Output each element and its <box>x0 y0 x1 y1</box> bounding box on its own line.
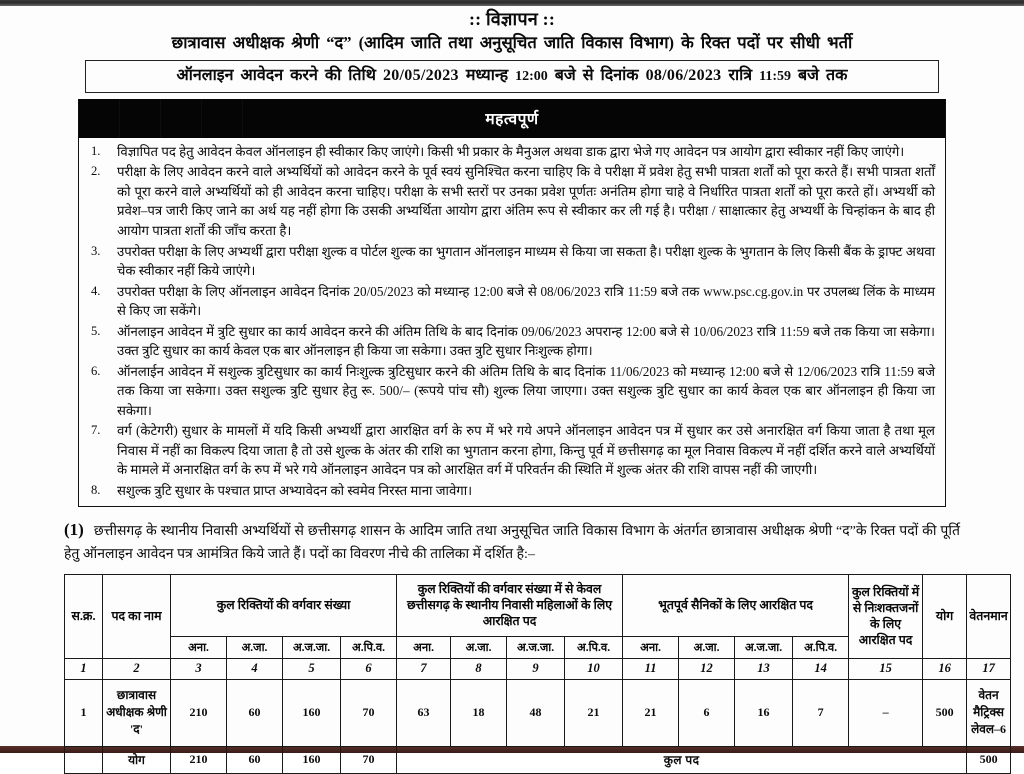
th-cat-ex-3: अ.पि.व. <box>793 636 849 658</box>
footer-total-0: 210 <box>171 746 227 773</box>
cell-sno: 1 <box>65 679 103 746</box>
th-group-total: कुल रिक्तियों की वर्गवार संख्या <box>171 574 397 636</box>
th-payscale: वेतनमान <box>967 574 1011 658</box>
th-disabled: कुल रिक्तियों में से निःशक्तजनों के लिए आरक्षित पद <box>849 574 923 658</box>
application-date-box <box>85 60 939 93</box>
section-1-paragraph <box>64 516 960 566</box>
start-label: मध्यान्ह <box>465 67 509 85</box>
colnum: 4 <box>227 658 283 679</box>
notice-list <box>79 138 945 507</box>
end-date: 08/06/2023 <box>645 67 722 85</box>
important-notice-block <box>78 99 946 508</box>
footer-sum: 500 <box>967 746 1011 773</box>
notice-item: उपरोक्त परीक्षा के लिए अभ्यर्थी द्वारा परीक्षा शुल्क व पोर्टल शुल्क का भुगतान ऑनलाइन माध्यम से किया जा सकता है। परीक्षा शुल्क के भुगतान के लिए किसी बैंक के ड्राफ्ट अथवा चेक स्वीकार नहीं किये जाएंगे। <box>117 243 935 279</box>
th-cat-ex-0: अना. <box>623 636 679 658</box>
date-box-mid: बजे से दिनांक <box>554 67 639 85</box>
th-cat-women-2: अ.ज.जा. <box>507 636 565 658</box>
cell-total-3: 70 <box>341 679 397 746</box>
cell-ex-3: 7 <box>793 679 849 746</box>
table-column-number-row <box>65 658 1011 679</box>
notice-item: ऑनलाइन आवेदन में त्रुटि सुधार का कार्य आवेदन करने की अंतिम तिथि के बाद दिनांक 09/06/2023 अपरान्ह 12:00 बजे से 10/06/2023 रात्रि 11:59 बजे तक किया जा सकेगा। उक्त त्रुटि सुधार का कार्य केवल एक बार ऑनलाइन ही किया जा सकेगा। उक्त त्रुटि सुधार निःशुल्क होगा। <box>117 323 935 359</box>
document-inner <box>0 9 1024 768</box>
th-group-women: कुल रिक्तियों की वर्गवार संख्या में से केवल छत्तीसगढ़ के स्थानीय निवासी महिलाओं के लिए आरक्षित पद <box>397 574 623 636</box>
colnum: 12 <box>679 658 735 679</box>
notice-item: सशुल्क त्रुटि सुधार के पश्चात प्राप्त अभ्यावेदन को स्वमेव निरस्त माना जावेगा। <box>117 482 473 498</box>
colnum: 10 <box>565 658 623 679</box>
section-1-text: छत्तीसगढ़ के स्थानीय निवासी अभ्यर्थियों से छत्तीसगढ़ शासन के आदिम जाति तथा अनुसूचित जाति विकास विभाग के अंतर्गत छात्रावास अधीक्षक श्रेणी “द”के रिक्त पदों की पूर्ति हेतु ऑनलाइन आवेदन पत्र आमंत्रित किये जाते हैं। पदों का विवरण नीचे की तालिका में दर्शित है:– <box>64 524 960 563</box>
cell-women-3: 21 <box>565 679 623 746</box>
th-cat-ex-1: अ.जा. <box>679 636 735 658</box>
th-cat-total-3: अ.पि.व. <box>341 636 397 658</box>
date-box-prefix: ऑनलाइन आवेदन करने की तिथि <box>176 67 376 85</box>
cell-total-1: 60 <box>227 679 283 746</box>
colnum: 11 <box>623 658 679 679</box>
th-sno: स.क्र. <box>65 574 103 658</box>
colnum: 14 <box>793 658 849 679</box>
th-post-name: पद का नाम <box>103 574 171 658</box>
footer-kul-pad: कुल पद <box>397 746 967 773</box>
start-time: 12:00 <box>515 69 548 85</box>
footer-total-3: 70 <box>341 746 397 773</box>
section-1-number: (1) <box>64 520 84 540</box>
colnum: 15 <box>849 658 923 679</box>
end-time: 11:59 <box>759 69 792 85</box>
th-group-exservice: भूतपूर्व सैनिकों के लिए आरक्षित पद <box>623 574 849 636</box>
th-cat-women-1: अ.जा. <box>451 636 507 658</box>
colnum: 7 <box>397 658 451 679</box>
cell-post-name: छात्रावास अधीक्षक श्रेणी 'द' <box>103 679 171 746</box>
date-box-suffix: बजे तक <box>798 67 848 85</box>
colnum: 8 <box>451 658 507 679</box>
th-cat-ex-2: अ.ज.जा. <box>735 636 793 658</box>
th-cat-total-0: अना. <box>171 636 227 658</box>
vacancy-table <box>64 574 1011 774</box>
important-bar-label: महत्वपूर्ण <box>485 110 539 128</box>
cell-disabled: – <box>849 679 923 746</box>
notice-item: वर्ग (केटेगरी) सुधार के मामलों में यदि किसी अभ्यर्थी द्वारा आरक्षित वर्ग के रुप में भरे गये अपने ऑनलाइन आवेदन पत्र में सुधार कर उसे अनारक्षित वर्ग किया जाता है तथा मूल निवास में नहीं का विकल्प दिया जाता है तो उसे शुल्क के अंतर की राशि का भुगतान करना होगा, किन्तु पूर्व में छत्तीसगढ़ का मूल निवास विकल्प में नहीं दर्शित करने वाले अभ्यर्थियों के मामले में अनारक्षित वर्ग के रुप में भरे गये ऑनलाइन आवेदन पत्र को आरक्षित वर्ग में परिवर्तन की स्थिति में शुल्क अंतर की राशि वापस नहीं की जाएगी। <box>117 423 935 478</box>
important-bar <box>79 99 945 138</box>
table-footer-row <box>65 746 1011 773</box>
colnum: 1 <box>65 658 103 679</box>
cell-ex-0: 21 <box>623 679 679 746</box>
notice-item: ऑनलाईन आवेदन में सशुल्क त्रुटिसुधार का कार्य निःशुल्क त्रुटिसुधार करने की अंतिम तिथि के बाद दिनांक 11/06/2023 को मध्यान्ह 12:00 बजे से 12/06/2023 रात्रि 11:59 बजे तक किया जा सकेगा। उक्त सशुल्क त्रुटि सुधार हेतु रू. 500/– (रूपये पांच सौ) शुल्क लिया जाएगा। उक्त सशुल्क त्रुटि सुधार का कार्य केवल एक बार ऑनलाइन ही किया जा सकेगा। <box>117 363 935 418</box>
notice-item: उपरोक्त परीक्षा के लिए ऑनलाइन आवेदन दिनांक 20/05/2023 को मध्यान्ह 12:00 बजे से 08/06/2023 रात्रि 11:59 बजे तक www.psc.cg.gov.in पर उपलब्ध लिंक के माध्यम से किए जा सकेंगे। <box>117 283 935 319</box>
footer-total-1: 60 <box>227 746 283 773</box>
table-header-row-1 <box>65 574 1011 636</box>
notice-item: विज्ञापित पद हेतु आवेदन केवल ऑनलाइन ही स्वीकार किए जाएंगे। किसी भी प्रकार के मैनुअल अथवा डाक द्वारा भेजे गए आवेदन पत्र आयोग द्वारा स्वीकार नहीं किए जाएंगे। <box>117 143 905 159</box>
page-title: :: विज्ञापन :: <box>468 9 556 29</box>
colnum: 17 <box>967 658 1011 679</box>
colnum: 13 <box>735 658 793 679</box>
th-total: योग <box>923 574 967 658</box>
colnum: 9 <box>507 658 565 679</box>
notice-item: परीक्षा के लिए आवेदन करने वाले अभ्यर्थियों को आवेदन करने के पूर्व स्वयं सुनिश्चित करना चाहिए कि वे परीक्षा में प्रवेश हेतु सभी पात्रता शर्तों को पूरा करते हैं। सभी पात्रता शर्तों को पूरा करने वाले अभ्यर्थियों को ही आवेदन करना चाहिए। परीक्षा के सभी स्तरों पर उनका प्रवेश पूर्णतः अनंतिम होगा चाहे वे निर्धारित पात्रता शर्तों को पूरा करते हों। अभ्यर्थी को प्रवेश–पत्र जारी किए जाने का अर्थ यह नहीं होगा कि उसकी अभ्यर्थिता आयोग द्वारा अंतिम रूप से स्वीकार कर ली गई है। परीक्षा / साक्षात्कार हेतु अभ्यर्थी के चिन्हांकन के बाद ही आयोग पात्रता शर्तों की जाँच करता है। <box>117 164 935 238</box>
cell-total-0: 210 <box>171 679 227 746</box>
th-cat-women-3: अ.पि.व. <box>565 636 623 658</box>
colnum: 6 <box>341 658 397 679</box>
footer-total-2: 160 <box>283 746 341 773</box>
cell-payscale: वेतन मैट्रिक्स लेवल–6 <box>967 679 1011 746</box>
cell-ex-1: 6 <box>679 679 735 746</box>
table-row <box>65 679 1011 746</box>
cell-ex-2: 16 <box>735 679 793 746</box>
start-date: 20/05/2023 <box>382 67 459 85</box>
colnum: 16 <box>923 658 967 679</box>
end-label: रात्रि <box>728 67 753 85</box>
th-cat-total-1: अ.जा. <box>227 636 283 658</box>
colnum: 3 <box>171 658 227 679</box>
cell-sum: 500 <box>923 679 967 746</box>
footer-label: योग <box>103 746 171 773</box>
advertisement-subtitle: छात्रावास अधीक्षक श्रेणी “द” (आदिम जाति तथा अनुसूचित जाति विकास विभाग) के रिक्त पदों पर सीधी भर्ती <box>171 32 853 52</box>
colnum: 2 <box>103 658 171 679</box>
cell-women-0: 63 <box>397 679 451 746</box>
footer-blank <box>65 746 103 773</box>
th-cat-total-2: अ.ज.जा. <box>283 636 341 658</box>
th-cat-women-0: अना. <box>397 636 451 658</box>
colnum: 5 <box>283 658 341 679</box>
cell-women-2: 48 <box>507 679 565 746</box>
cell-total-2: 160 <box>283 679 341 746</box>
cell-women-1: 18 <box>451 679 507 746</box>
